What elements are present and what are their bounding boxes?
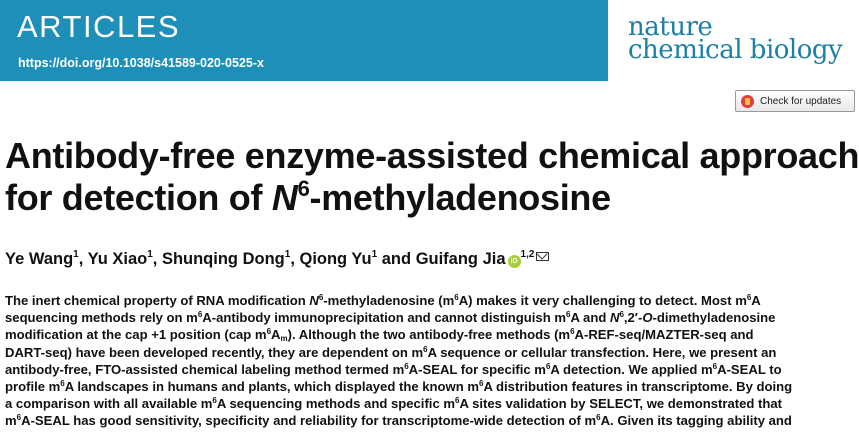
check-for-updates-label: Check for updates xyxy=(760,95,842,107)
abstract-line: sequencing methods rely on $m^6A$-antibody immunoprecipitation and cannot distinguish $m^6A$ and $N^6,2'-O$-dimethyladenosine xyxy=(5,310,776,326)
author-list xyxy=(5,250,549,269)
author-name[interactable]: Shunqing Dong xyxy=(161,250,285,268)
abstract xyxy=(5,292,857,430)
affiliation-marker[interactable]: 1 xyxy=(284,249,291,260)
abstract-line: a comparison with all available $m^6A$ sequencing methods and specific $m^6A$ sites validation by SELECT, we demonstrated that xyxy=(5,396,783,412)
journal-logo xyxy=(628,12,843,65)
doi-link[interactable]: https://doi.org/10.1038/s41589-020-0525-x xyxy=(18,56,264,70)
article-title xyxy=(5,135,859,219)
author-separator: , xyxy=(290,250,300,268)
journal-name-line1: nature xyxy=(628,12,713,42)
author-separator: , xyxy=(152,250,162,268)
journal-name-line2: chemical biology xyxy=(628,35,843,65)
affiliation-marker[interactable]: 1 xyxy=(371,249,378,260)
title-line-2 xyxy=(5,177,859,219)
title-line-2-suffix: -methyladenosine xyxy=(309,177,611,218)
author-name[interactable]: Ye Wang xyxy=(5,250,74,268)
author-name[interactable]: Guifang Jia xyxy=(415,250,506,268)
check-for-updates-button[interactable] xyxy=(735,90,855,112)
author-name[interactable]: Qiong Yu xyxy=(299,250,372,268)
abstract-line: modification at the cap +1 position (cap $m^6A_m$). Although the two antibody-free methods ($m^6A-REF-seq/MAZTER$-seq and xyxy=(5,327,754,344)
abstract-line: The inert chemical property of RNA modification $N^6$-methyladenosine $(m^6A)$ makes it very challenging to detect. Most $m^6A$ xyxy=(5,293,761,308)
check-for-updates-icon xyxy=(741,95,754,108)
title-italic-n: N xyxy=(271,177,298,218)
section-banner xyxy=(0,0,608,81)
title-line-1: Antibody-free enzyme-assisted chemical approach xyxy=(5,135,859,176)
section-label: ARTICLES xyxy=(17,9,181,44)
abstract-line: $m^6A$-SEAL has good sensitivity, specificity and reliability for transcriptome-wide detection of $m^6A$. Given its tagging ability and xyxy=(5,413,792,429)
orcid-icon[interactable]: iD xyxy=(508,255,521,268)
author-separator: and xyxy=(377,250,416,268)
author-separator: , xyxy=(78,250,88,268)
affiliation-marker[interactable]: 1 xyxy=(73,249,79,260)
abstract-line: DART-seq) have been developed recently, they are dependent on $m^6A$ sequence or cellular transfection. Here, we present an xyxy=(5,344,777,360)
title-line-2-prefix: for detection of xyxy=(5,177,272,218)
abstract-line: profile $m^6A$ landscapes in humans and plants, which displayed the known $m^6A$ distribution features in transcriptome. By doing xyxy=(5,379,793,395)
affiliation-marker[interactable]: 1,2 xyxy=(520,249,535,260)
abstract-line: antibody-free, FTO-assisted chemical labeling method termed $m^6A$-SEAL for specific $m^6A$ detection. We applied $m^6A$-SEAL to xyxy=(5,361,782,377)
email-icon[interactable] xyxy=(536,252,549,261)
affiliation-marker[interactable]: 1 xyxy=(147,249,153,260)
title-superscript: 6 xyxy=(297,176,310,201)
author-name[interactable]: Yu Xiao xyxy=(87,250,148,268)
